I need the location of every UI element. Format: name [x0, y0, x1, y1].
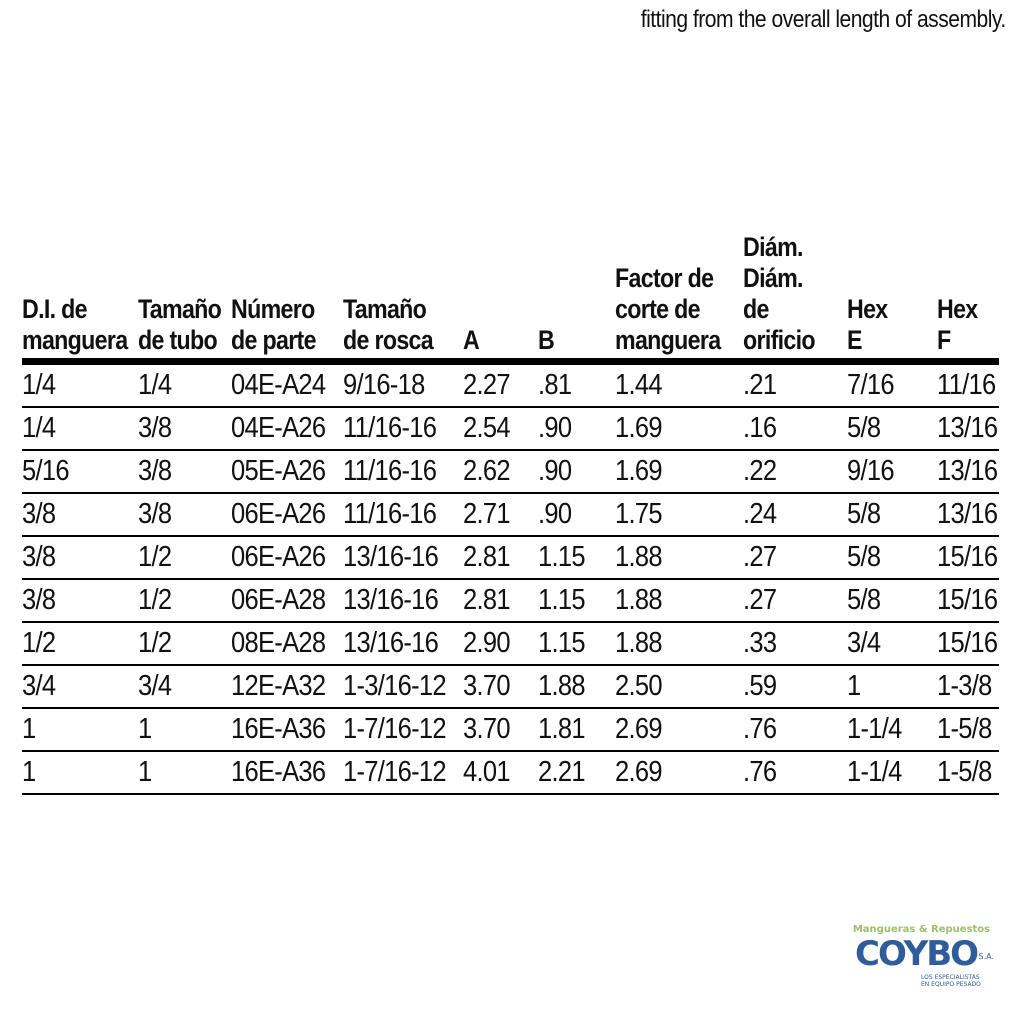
- table-cell: 2.81: [463, 536, 538, 579]
- table-cell: 1.15: [538, 622, 615, 665]
- table-cell: 11/16: [937, 362, 999, 408]
- table-cell: 1.15: [538, 536, 615, 579]
- table-cell: .90: [538, 493, 615, 536]
- table-cell: 1: [847, 665, 937, 708]
- table-cell: 1.69: [615, 407, 743, 450]
- table-cell: 13/16: [937, 493, 999, 536]
- table-cell: 1/4: [22, 407, 138, 450]
- table-cell: 1.15: [538, 579, 615, 622]
- table-cell: 3/4: [847, 622, 937, 665]
- table-cell: 1/2: [22, 622, 138, 665]
- table-cell: 5/8: [847, 536, 937, 579]
- table-cell: 1/4: [138, 362, 231, 408]
- table-cell: 1/2: [138, 622, 231, 665]
- table-cell: 1: [138, 751, 231, 794]
- table-cell: 13/16: [937, 450, 999, 493]
- header-hex-e: Hex E: [847, 232, 937, 362]
- table-cell: 1.44: [615, 362, 743, 408]
- table-cell: 1-3/8: [937, 665, 999, 708]
- header-thread-size: Tamaño de rosca: [343, 232, 463, 362]
- table-cell: .76: [743, 708, 847, 751]
- table-cell: 1/4: [22, 362, 138, 408]
- table-cell: .90: [538, 407, 615, 450]
- table-cell: 11/16-16: [343, 493, 463, 536]
- table-header-row: [22, 232, 999, 362]
- table-cell: 04E-A26: [231, 407, 343, 450]
- specs-table-container: [22, 232, 999, 795]
- table-cell: 1-1/4: [847, 751, 937, 794]
- table-cell: 13/16-16: [343, 622, 463, 665]
- table-cell: 5/8: [847, 407, 937, 450]
- table-cell: 3/8: [138, 450, 231, 493]
- table-cell: 3/8: [22, 493, 138, 536]
- logo-suffix: S.A.: [978, 952, 994, 961]
- table-cell: 11/16-16: [343, 407, 463, 450]
- logo-tagline: Mangueras & Repuestos: [852, 924, 991, 935]
- table-cell: 15/16: [937, 536, 999, 579]
- table-cell: 12E-A32: [231, 665, 343, 708]
- table-cell: 06E-A26: [231, 493, 343, 536]
- table-row: [22, 665, 999, 708]
- table-cell: 2.90: [463, 622, 538, 665]
- header-b: B: [538, 232, 615, 362]
- table-cell: 06E-A28: [231, 579, 343, 622]
- table-cell: 15/16: [937, 579, 999, 622]
- table-cell: 2.50: [615, 665, 743, 708]
- table-cell: 11/16-16: [343, 450, 463, 493]
- table-cell: 2.54: [463, 407, 538, 450]
- table-body: [22, 362, 999, 795]
- table-cell: 2.62: [463, 450, 538, 493]
- table-cell: 13/16-16: [343, 579, 463, 622]
- table-cell: 06E-A26: [231, 536, 343, 579]
- table-cell: 1.88: [615, 579, 743, 622]
- table-cell: 1: [22, 708, 138, 751]
- company-logo: [849, 924, 994, 994]
- table-cell: 1-1/4: [847, 708, 937, 751]
- table-cell: .21: [743, 362, 847, 408]
- table-row: [22, 493, 999, 536]
- table-cell: 5/8: [847, 493, 937, 536]
- table-row: [22, 751, 999, 794]
- table-cell: 08E-A28: [231, 622, 343, 665]
- table-cell: 1-7/16-12: [343, 708, 463, 751]
- table-cell: .76: [743, 751, 847, 794]
- specs-table: [22, 232, 999, 795]
- header-hex-f: Hex F: [937, 232, 999, 362]
- table-cell: 1.75: [615, 493, 743, 536]
- table-cell: 3/8: [22, 536, 138, 579]
- header-hose-id: D.I. de manguera: [22, 232, 138, 362]
- table-cell: .22: [743, 450, 847, 493]
- table-cell: 1: [22, 751, 138, 794]
- table-cell: 3/8: [138, 493, 231, 536]
- table-cell: 9/16-18: [343, 362, 463, 408]
- table-row: [22, 450, 999, 493]
- table-cell: 5/16: [22, 450, 138, 493]
- table-cell: 15/16: [937, 622, 999, 665]
- table-row: [22, 536, 999, 579]
- header-orifice-diameter: Diám. Diám. de orificio: [743, 232, 847, 362]
- table-cell: 2.69: [615, 708, 743, 751]
- table-cell: 3/8: [138, 407, 231, 450]
- table-cell: 13/16: [937, 407, 999, 450]
- table-cell: 3.70: [463, 708, 538, 751]
- table-cell: 1-3/16-12: [343, 665, 463, 708]
- table-cell: .33: [743, 622, 847, 665]
- table-cell: 1/2: [138, 536, 231, 579]
- table-cell: 1.88: [538, 665, 615, 708]
- table-cell: .16: [743, 407, 847, 450]
- table-cell: 16E-A36: [231, 751, 343, 794]
- header-cut-factor: Factor de corte de manguera: [615, 232, 743, 362]
- table-cell: .81: [538, 362, 615, 408]
- header-a: A: [463, 232, 538, 362]
- table-row: [22, 622, 999, 665]
- table-row: [22, 362, 999, 408]
- table-row: [22, 708, 999, 751]
- table-cell: 3/8: [22, 579, 138, 622]
- table-cell: 1.88: [615, 536, 743, 579]
- header-part-number: Número de parte: [231, 232, 343, 362]
- table-cell: .24: [743, 493, 847, 536]
- table-cell: 3/4: [138, 665, 231, 708]
- table-cell: 7/16: [847, 362, 937, 408]
- table-cell: 05E-A26: [231, 450, 343, 493]
- table-cell: 4.01: [463, 751, 538, 794]
- header-tube-size: Tamaño de tubo: [138, 232, 231, 362]
- table-row: [22, 579, 999, 622]
- table-cell: .59: [743, 665, 847, 708]
- table-cell: 1.81: [538, 708, 615, 751]
- top-note: fitting from the overall length of assembly.: [641, 6, 1006, 33]
- table-cell: 1.88: [615, 622, 743, 665]
- table-cell: 1-5/8: [937, 751, 999, 794]
- table-cell: 16E-A36: [231, 708, 343, 751]
- table-row: [22, 407, 999, 450]
- table-cell: 04E-A24: [231, 362, 343, 408]
- table-cell: 2.27: [463, 362, 538, 408]
- table-cell: 1-7/16-12: [343, 751, 463, 794]
- table-cell: 5/8: [847, 579, 937, 622]
- table-cell: 2.69: [615, 751, 743, 794]
- table-cell: 2.21: [538, 751, 615, 794]
- table-cell: 1-5/8: [937, 708, 999, 751]
- table-cell: 3.70: [463, 665, 538, 708]
- logo-subtitle: LOS ESPECIALISTAS EN EQUIPO PESADO: [921, 974, 981, 988]
- logo-wordmark: COYBO: [855, 934, 978, 974]
- table-cell: .90: [538, 450, 615, 493]
- table-cell: 1: [138, 708, 231, 751]
- table-cell: 2.71: [463, 493, 538, 536]
- table-cell: 3/4: [22, 665, 138, 708]
- table-cell: 9/16: [847, 450, 937, 493]
- table-cell: 1.69: [615, 450, 743, 493]
- table-cell: 1/2: [138, 579, 231, 622]
- table-cell: 13/16-16: [343, 536, 463, 579]
- table-cell: 2.81: [463, 579, 538, 622]
- table-cell: .27: [743, 536, 847, 579]
- table-cell: .27: [743, 579, 847, 622]
